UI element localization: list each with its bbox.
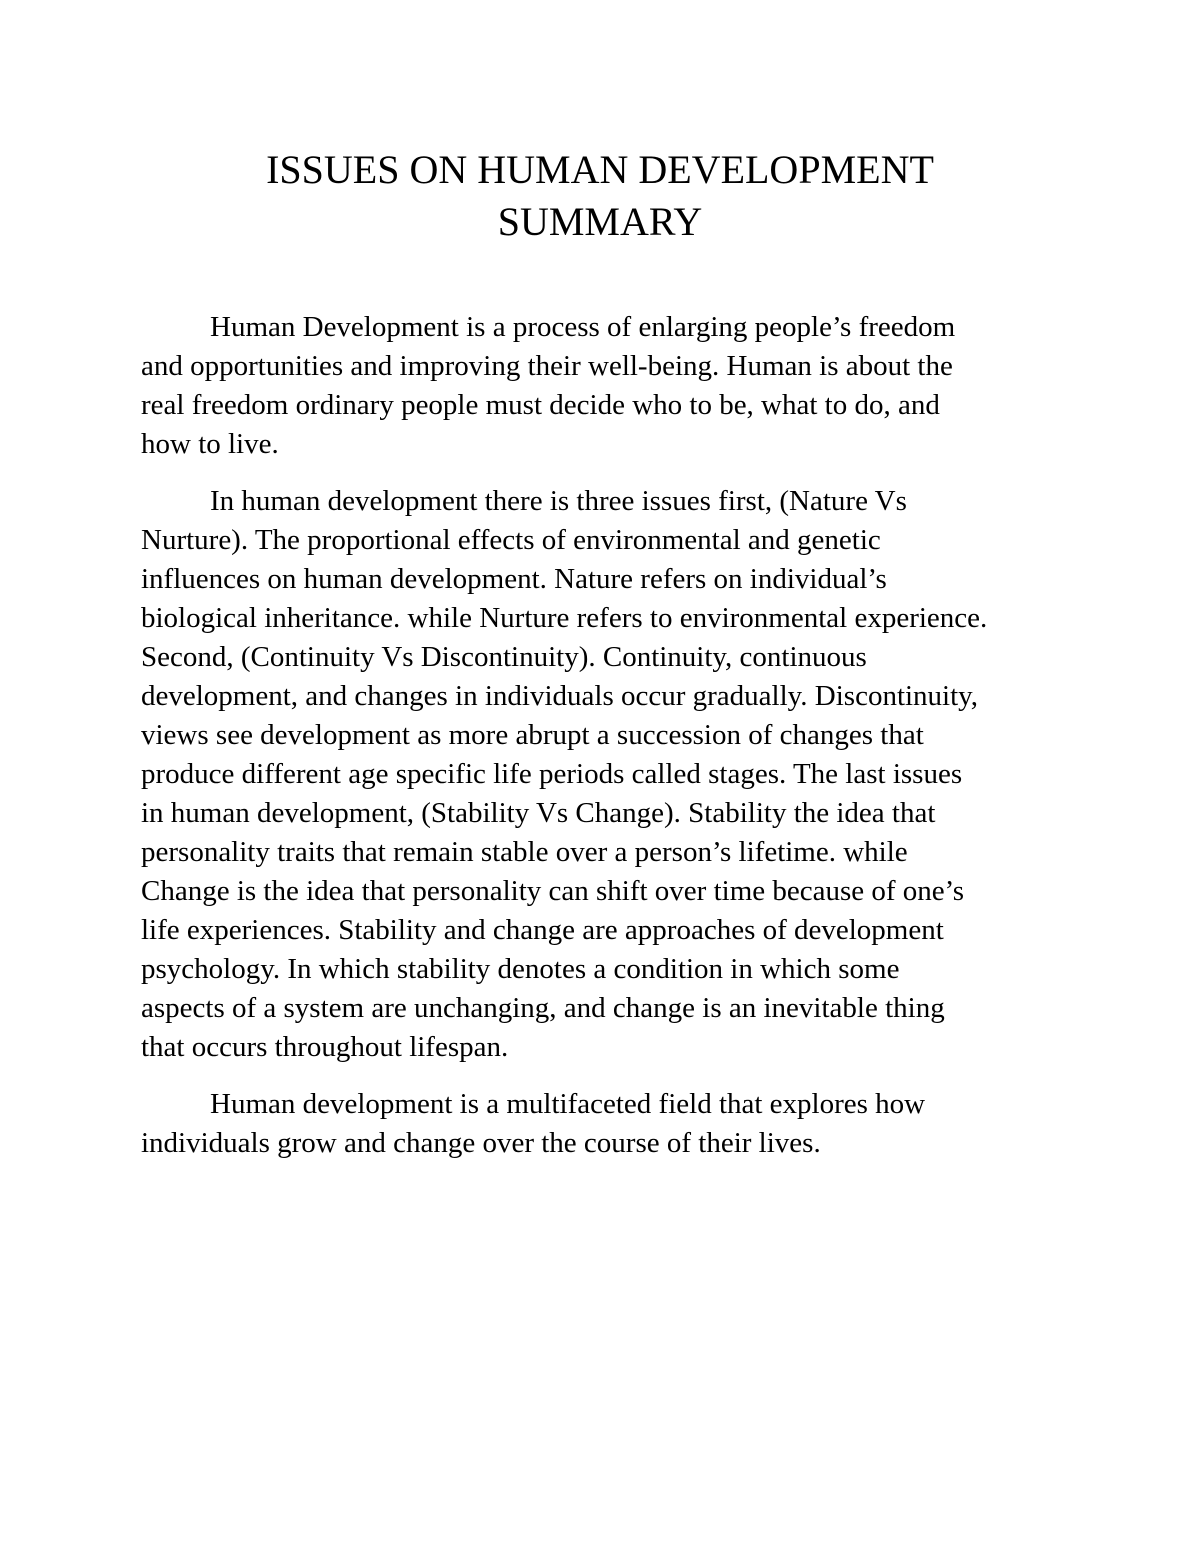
text-line: that occurs throughout lifespan. — [141, 1031, 509, 1063]
text-line: views see development as more abrupt a succession of changes that — [141, 719, 924, 751]
text-line: life experiences. Stability and change are approaches of development — [141, 914, 944, 946]
text-line: Second, (Continuity Vs Discontinuity). Continuity, continuous — [141, 641, 867, 673]
text-line: real freedom ordinary people must decide who to be, what to do, and — [141, 389, 940, 421]
text-line: how to live. — [141, 428, 279, 460]
text-line: personality traits that remain stable over a person’s lifetime. while — [141, 836, 908, 868]
text-line: individuals grow and change over the course of their lives. — [141, 1127, 821, 1159]
paragraph-conclusion — [141, 1085, 1101, 1163]
paragraph-definition — [141, 308, 1101, 464]
title-line: SUMMARY — [497, 199, 703, 244]
text-line: development, and changes in individuals occur gradually. Discontinuity, — [141, 680, 979, 712]
text-line: aspects of a system are unchanging, and change is an inevitable thing — [141, 992, 945, 1024]
title-line: ISSUES ON HUMAN DEVELOPMENT — [266, 147, 934, 192]
text-line: biological inheritance. while Nurture refers to environmental experience. — [141, 602, 988, 634]
text-line: produce different age specific life periods called stages. The last issues — [141, 758, 963, 790]
text-line: influences on human development. Nature refers on individual’s — [141, 563, 887, 595]
document-body — [141, 308, 1101, 1181]
text-line: Change is the idea that personality can shift over time because of one’s — [141, 875, 965, 907]
text-line: Human development is a multifaceted field that explores how — [210, 1088, 926, 1120]
text-line: Nurture). The proportional effects of environmental and genetic — [141, 524, 881, 556]
text-line: in human development, (Stability Vs Change). Stability the idea that — [141, 797, 936, 829]
text-line: Human Development is a process of enlarging people’s freedom — [210, 311, 956, 343]
text-line: psychology. In which stability denotes a condition in which some — [141, 953, 900, 985]
text-line: and opportunities and improving their well-being. Human is about the — [141, 350, 953, 382]
paragraph-issues — [141, 482, 1101, 1067]
text-line: In human development there is three issues first, (Nature Vs — [210, 485, 907, 517]
page-title — [140, 144, 1060, 248]
